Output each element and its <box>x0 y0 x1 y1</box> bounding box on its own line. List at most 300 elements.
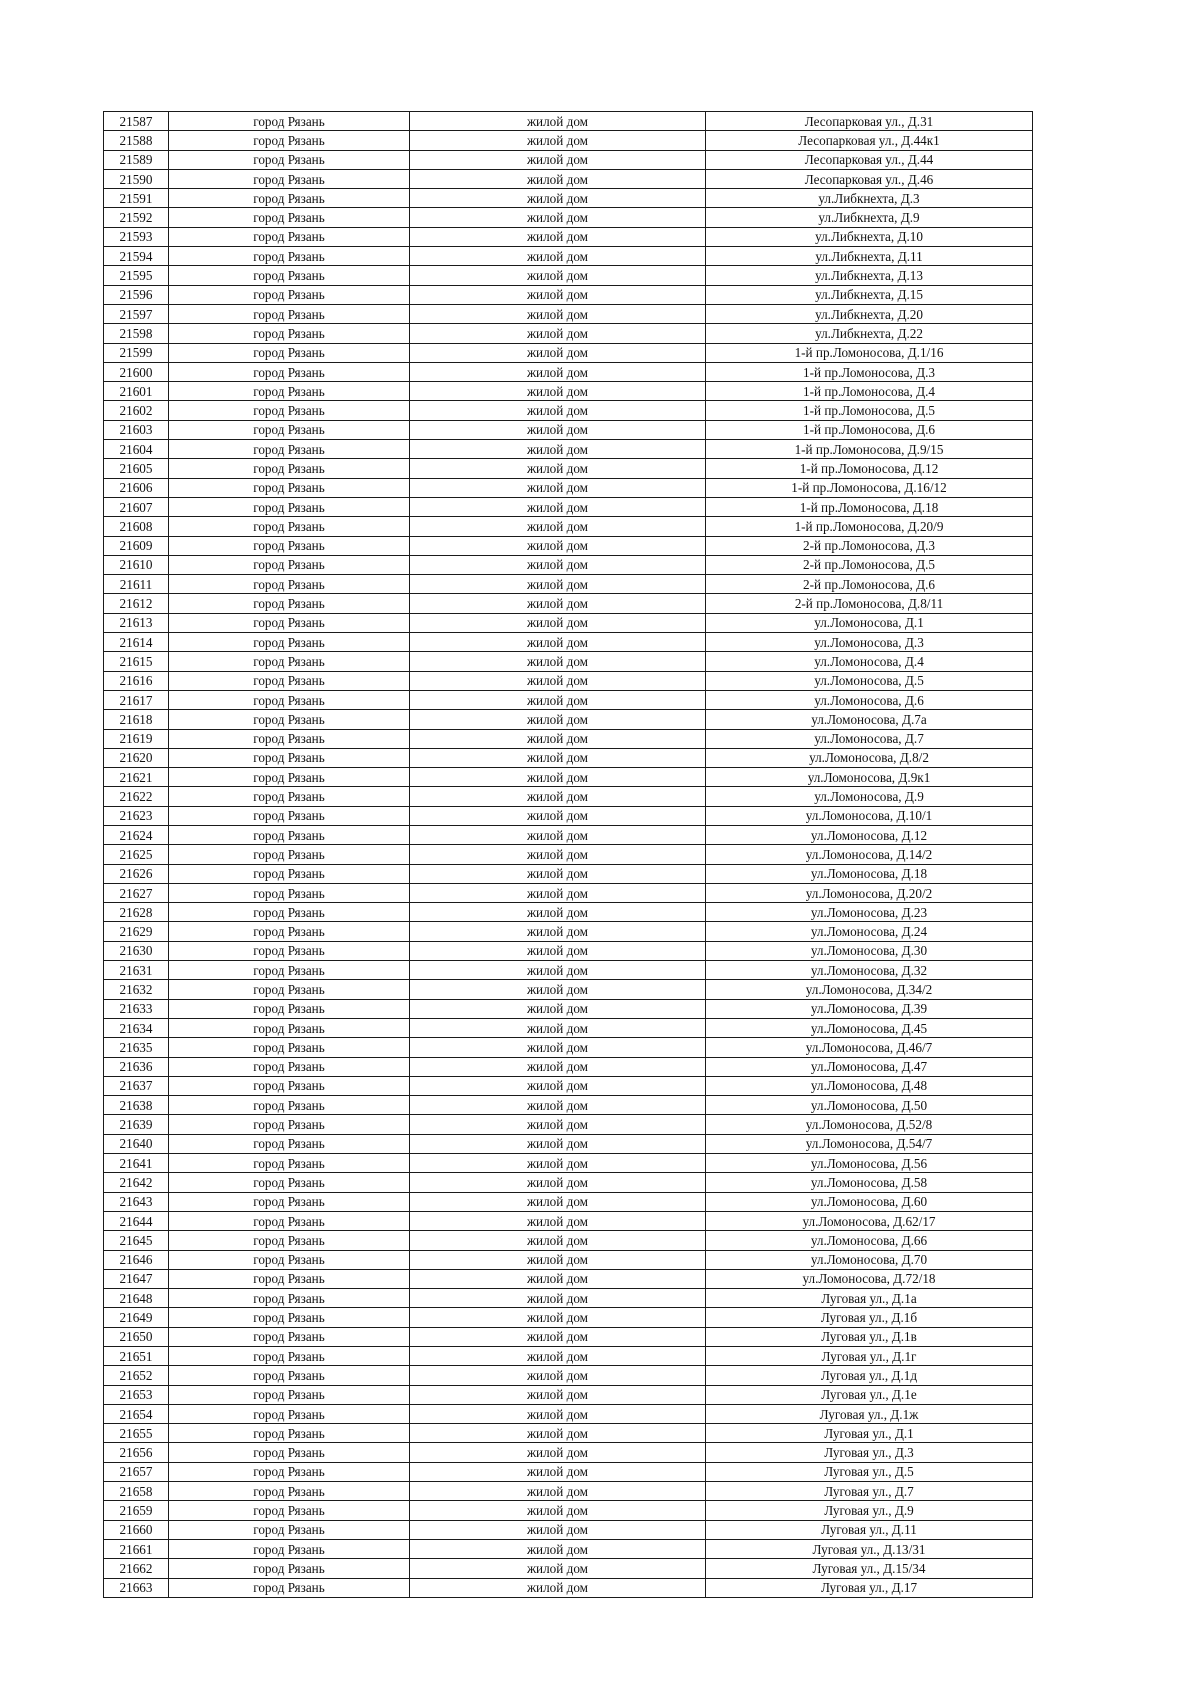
city-cell: город Рязань <box>169 189 410 208</box>
building-type-cell: жилой дом <box>410 555 706 574</box>
city-cell: город Рязань <box>169 1308 410 1327</box>
building-type-cell: жилой дом <box>410 922 706 941</box>
record-number-cell: 21628 <box>104 903 169 922</box>
address-cell: ул.Ломоносова, Д.4 <box>706 652 1033 671</box>
city-cell: город Рязань <box>169 420 410 439</box>
building-type-cell: жилой дом <box>410 806 706 825</box>
city-cell: город Рязань <box>169 748 410 767</box>
address-cell: Луговая ул., Д.1е <box>706 1385 1033 1404</box>
city-cell: город Рязань <box>169 1482 410 1501</box>
city-cell: город Рязань <box>169 1211 410 1230</box>
record-number-cell: 21643 <box>104 1192 169 1211</box>
building-type-cell: жилой дом <box>410 1443 706 1462</box>
address-cell: Лесопарковая ул., Д.44 <box>706 150 1033 169</box>
address-cell: ул.Либкнехта, Д.13 <box>706 266 1033 285</box>
table-row <box>104 324 1033 343</box>
record-number-cell: 21605 <box>104 459 169 478</box>
table-row <box>104 575 1033 594</box>
record-number-cell: 21615 <box>104 652 169 671</box>
table-row <box>104 169 1033 188</box>
record-number-cell: 21590 <box>104 169 169 188</box>
address-table <box>103 111 1033 1598</box>
record-number-cell: 21587 <box>104 112 169 131</box>
city-cell: город Рязань <box>169 903 410 922</box>
city-cell: город Рязань <box>169 1250 410 1269</box>
record-number-cell: 21608 <box>104 517 169 536</box>
address-cell: Лесопарковая ул., Д.31 <box>706 112 1033 131</box>
address-cell: ул.Ломоносова, Д.7а <box>706 710 1033 729</box>
table-row <box>104 1308 1033 1327</box>
city-cell: город Рязань <box>169 922 410 941</box>
address-cell: ул.Ломоносова, Д.23 <box>706 903 1033 922</box>
record-number-cell: 21618 <box>104 710 169 729</box>
table-row <box>104 1211 1033 1230</box>
address-cell: ул.Ломоносова, Д.3 <box>706 633 1033 652</box>
city-cell: город Рязань <box>169 517 410 536</box>
city-cell: город Рязань <box>169 227 410 246</box>
record-number-cell: 21649 <box>104 1308 169 1327</box>
table-row <box>104 1173 1033 1192</box>
record-number-cell: 21635 <box>104 1038 169 1057</box>
table-row <box>104 420 1033 439</box>
building-type-cell: жилой дом <box>410 1154 706 1173</box>
building-type-cell: жилой дом <box>410 478 706 497</box>
address-cell: ул.Ломоносова, Д.46/7 <box>706 1038 1033 1057</box>
address-cell: 1-й пр.Ломоносова, Д.16/12 <box>706 478 1033 497</box>
record-number-cell: 21617 <box>104 690 169 709</box>
address-cell: ул.Либкнехта, Д.22 <box>706 324 1033 343</box>
address-cell: ул.Ломоносова, Д.45 <box>706 1018 1033 1037</box>
table-row <box>104 1559 1033 1578</box>
record-number-cell: 21657 <box>104 1462 169 1481</box>
building-type-cell: жилой дом <box>410 1057 706 1076</box>
table-row <box>104 1115 1033 1134</box>
record-number-cell: 21602 <box>104 401 169 420</box>
table-row <box>104 517 1033 536</box>
city-cell: город Рязань <box>169 806 410 825</box>
city-cell: город Рязань <box>169 1192 410 1211</box>
city-cell: город Рязань <box>169 497 410 516</box>
table-row <box>104 999 1033 1018</box>
city-cell: город Рязань <box>169 1115 410 1134</box>
table-row <box>104 459 1033 478</box>
address-cell: Луговая ул., Д.1а <box>706 1289 1033 1308</box>
city-cell: город Рязань <box>169 633 410 652</box>
table-row <box>104 497 1033 516</box>
building-type-cell: жилой дом <box>410 1501 706 1520</box>
city-cell: город Рязань <box>169 883 410 902</box>
table-row <box>104 1018 1033 1037</box>
address-cell: Луговая ул., Д.15/34 <box>706 1559 1033 1578</box>
city-cell: город Рязань <box>169 671 410 690</box>
city-cell: город Рязань <box>169 1154 410 1173</box>
building-type-cell: жилой дом <box>410 343 706 362</box>
address-cell: ул.Ломоносова, Д.34/2 <box>706 980 1033 999</box>
city-cell: город Рязань <box>169 1501 410 1520</box>
record-number-cell: 21603 <box>104 420 169 439</box>
city-cell: город Рязань <box>169 131 410 150</box>
building-type-cell: жилой дом <box>410 1250 706 1269</box>
record-number-cell: 21616 <box>104 671 169 690</box>
building-type-cell: жилой дом <box>410 652 706 671</box>
city-cell: город Рязань <box>169 1269 410 1288</box>
table-row <box>104 1038 1033 1057</box>
table-row <box>104 1192 1033 1211</box>
building-type-cell: жилой дом <box>410 362 706 381</box>
record-number-cell: 21660 <box>104 1520 169 1539</box>
building-type-cell: жилой дом <box>410 189 706 208</box>
table-row <box>104 845 1033 864</box>
building-type-cell: жилой дом <box>410 497 706 516</box>
table-row <box>104 613 1033 632</box>
table-row <box>104 1501 1033 1520</box>
record-number-cell: 21632 <box>104 980 169 999</box>
record-number-cell: 21591 <box>104 189 169 208</box>
record-number-cell: 21598 <box>104 324 169 343</box>
table-row <box>104 382 1033 401</box>
building-type-cell: жилой дом <box>410 1366 706 1385</box>
city-cell: город Рязань <box>169 1173 410 1192</box>
table-row <box>104 864 1033 883</box>
city-cell: город Рязань <box>169 266 410 285</box>
table-row <box>104 1404 1033 1423</box>
table-row <box>104 536 1033 555</box>
table-row <box>104 980 1033 999</box>
building-type-cell: жилой дом <box>410 304 706 323</box>
building-type-cell: жилой дом <box>410 671 706 690</box>
record-number-cell: 21656 <box>104 1443 169 1462</box>
table-row <box>104 1520 1033 1539</box>
building-type-cell: жилой дом <box>410 401 706 420</box>
city-cell: город Рязань <box>169 999 410 1018</box>
city-cell: город Рязань <box>169 1096 410 1115</box>
table-row <box>104 1057 1033 1076</box>
city-cell: город Рязань <box>169 1424 410 1443</box>
building-type-cell: жилой дом <box>410 633 706 652</box>
address-cell: Луговая ул., Д.11 <box>706 1520 1033 1539</box>
record-number-cell: 21645 <box>104 1231 169 1250</box>
building-type-cell: жилой дом <box>410 1308 706 1327</box>
building-type-cell: жилой дом <box>410 1539 706 1558</box>
record-number-cell: 21640 <box>104 1134 169 1153</box>
city-cell: город Рязань <box>169 1366 410 1385</box>
record-number-cell: 21661 <box>104 1539 169 1558</box>
address-cell: ул.Ломоносова, Д.24 <box>706 922 1033 941</box>
record-number-cell: 21626 <box>104 864 169 883</box>
address-cell: ул.Ломоносова, Д.70 <box>706 1250 1033 1269</box>
building-type-cell: жилой дом <box>410 1211 706 1230</box>
building-type-cell: жилой дом <box>410 459 706 478</box>
building-type-cell: жилой дом <box>410 729 706 748</box>
city-cell: город Рязань <box>169 112 410 131</box>
record-number-cell: 21612 <box>104 594 169 613</box>
record-number-cell: 21641 <box>104 1154 169 1173</box>
address-cell: Луговая ул., Д.13/31 <box>706 1539 1033 1558</box>
building-type-cell: жилой дом <box>410 980 706 999</box>
city-cell: город Рязань <box>169 401 410 420</box>
city-cell: город Рязань <box>169 1385 410 1404</box>
address-cell: ул.Ломоносова, Д.52/8 <box>706 1115 1033 1134</box>
address-cell: ул.Ломоносова, Д.54/7 <box>706 1134 1033 1153</box>
record-number-cell: 21659 <box>104 1501 169 1520</box>
city-cell: город Рязань <box>169 285 410 304</box>
city-cell: город Рязань <box>169 1289 410 1308</box>
city-cell: город Рязань <box>169 478 410 497</box>
address-cell: ул.Ломоносова, Д.50 <box>706 1096 1033 1115</box>
address-cell: ул.Ломоносова, Д.7 <box>706 729 1033 748</box>
address-cell: 2-й пр.Ломоносова, Д.8/11 <box>706 594 1033 613</box>
address-cell: ул.Ломоносова, Д.14/2 <box>706 845 1033 864</box>
address-cell: ул.Ломоносова, Д.5 <box>706 671 1033 690</box>
building-type-cell: жилой дом <box>410 575 706 594</box>
address-cell: Луговая ул., Д.17 <box>706 1578 1033 1597</box>
table-row <box>104 787 1033 806</box>
building-type-cell: жилой дом <box>410 517 706 536</box>
building-type-cell: жилой дом <box>410 1327 706 1346</box>
building-type-cell: жилой дом <box>410 845 706 864</box>
table-row <box>104 208 1033 227</box>
table-row <box>104 1154 1033 1173</box>
address-cell: 1-й пр.Ломоносова, Д.12 <box>706 459 1033 478</box>
city-cell: город Рязань <box>169 1076 410 1095</box>
address-cell: ул.Ломоносова, Д.8/2 <box>706 748 1033 767</box>
table-row <box>104 1443 1033 1462</box>
building-type-cell: жилой дом <box>410 825 706 844</box>
building-type-cell: жилой дом <box>410 150 706 169</box>
table-row <box>104 1231 1033 1250</box>
building-type-cell: жилой дом <box>410 690 706 709</box>
record-number-cell: 21597 <box>104 304 169 323</box>
table-row <box>104 671 1033 690</box>
city-cell: город Рязань <box>169 961 410 980</box>
address-cell: ул.Ломоносова, Д.66 <box>706 1231 1033 1250</box>
city-cell: город Рязань <box>169 825 410 844</box>
record-number-cell: 21625 <box>104 845 169 864</box>
address-cell: ул.Либкнехта, Д.15 <box>706 285 1033 304</box>
city-cell: город Рязань <box>169 1038 410 1057</box>
table-row <box>104 401 1033 420</box>
building-type-cell: жилой дом <box>410 1347 706 1366</box>
record-number-cell: 21651 <box>104 1347 169 1366</box>
record-number-cell: 21589 <box>104 150 169 169</box>
city-cell: город Рязань <box>169 845 410 864</box>
record-number-cell: 21655 <box>104 1424 169 1443</box>
table-row <box>104 1539 1033 1558</box>
address-cell: ул.Ломоносова, Д.9 <box>706 787 1033 806</box>
address-cell: 2-й пр.Ломоносова, Д.3 <box>706 536 1033 555</box>
city-cell: город Рязань <box>169 1347 410 1366</box>
address-cell: ул.Ломоносова, Д.47 <box>706 1057 1033 1076</box>
city-cell: город Рязань <box>169 575 410 594</box>
table-row <box>104 440 1033 459</box>
address-cell: 1-й пр.Ломоносова, Д.6 <box>706 420 1033 439</box>
table-row <box>104 1366 1033 1385</box>
building-type-cell: жилой дом <box>410 1289 706 1308</box>
record-number-cell: 21634 <box>104 1018 169 1037</box>
building-type-cell: жилой дом <box>410 1385 706 1404</box>
table-row <box>104 652 1033 671</box>
city-cell: город Рязань <box>169 169 410 188</box>
city-cell: город Рязань <box>169 382 410 401</box>
city-cell: город Рязань <box>169 710 410 729</box>
city-cell: город Рязань <box>169 1057 410 1076</box>
building-type-cell: жилой дом <box>410 594 706 613</box>
building-type-cell: жилой дом <box>410 1173 706 1192</box>
address-cell: Луговая ул., Д.1б <box>706 1308 1033 1327</box>
table-row <box>104 1269 1033 1288</box>
record-number-cell: 21619 <box>104 729 169 748</box>
address-table-body <box>104 112 1033 1598</box>
table-row <box>104 883 1033 902</box>
address-cell: ул.Либкнехта, Д.3 <box>706 189 1033 208</box>
address-cell: ул.Ломоносова, Д.48 <box>706 1076 1033 1095</box>
table-row <box>104 1327 1033 1346</box>
table-row <box>104 304 1033 323</box>
table-row <box>104 1134 1033 1153</box>
city-cell: город Рязань <box>169 690 410 709</box>
address-cell: ул.Либкнехта, Д.9 <box>706 208 1033 227</box>
table-row <box>104 633 1033 652</box>
city-cell: город Рязань <box>169 324 410 343</box>
record-number-cell: 21652 <box>104 1366 169 1385</box>
record-number-cell: 21650 <box>104 1327 169 1346</box>
record-number-cell: 21662 <box>104 1559 169 1578</box>
table-row <box>104 112 1033 131</box>
record-number-cell: 21624 <box>104 825 169 844</box>
city-cell: город Рязань <box>169 1462 410 1481</box>
building-type-cell: жилой дом <box>410 324 706 343</box>
table-row <box>104 1096 1033 1115</box>
table-row <box>104 1385 1033 1404</box>
record-number-cell: 21604 <box>104 440 169 459</box>
building-type-cell: жилой дом <box>410 1482 706 1501</box>
address-cell: ул.Ломоносова, Д.72/18 <box>706 1269 1033 1288</box>
city-cell: город Рязань <box>169 1404 410 1423</box>
building-type-cell: жилой дом <box>410 710 706 729</box>
building-type-cell: жилой дом <box>410 1076 706 1095</box>
table-row <box>104 1250 1033 1269</box>
record-number-cell: 21600 <box>104 362 169 381</box>
building-type-cell: жилой дом <box>410 420 706 439</box>
city-cell: город Рязань <box>169 1327 410 1346</box>
address-cell: ул.Ломоносова, Д.62/17 <box>706 1211 1033 1230</box>
city-cell: город Рязань <box>169 1520 410 1539</box>
city-cell: город Рязань <box>169 343 410 362</box>
record-number-cell: 21639 <box>104 1115 169 1134</box>
record-number-cell: 21592 <box>104 208 169 227</box>
record-number-cell: 21648 <box>104 1289 169 1308</box>
table-row <box>104 1482 1033 1501</box>
table-row <box>104 1289 1033 1308</box>
address-cell: 2-й пр.Ломоносова, Д.5 <box>706 555 1033 574</box>
city-cell: город Рязань <box>169 729 410 748</box>
table-row <box>104 227 1033 246</box>
table-row <box>104 806 1033 825</box>
building-type-cell: жилой дом <box>410 382 706 401</box>
building-type-cell: жилой дом <box>410 440 706 459</box>
building-type-cell: жилой дом <box>410 1424 706 1443</box>
record-number-cell: 21637 <box>104 1076 169 1095</box>
record-number-cell: 21654 <box>104 1404 169 1423</box>
record-number-cell: 21614 <box>104 633 169 652</box>
city-cell: город Рязань <box>169 768 410 787</box>
record-number-cell: 21644 <box>104 1211 169 1230</box>
address-cell: 1-й пр.Ломоносова, Д.5 <box>706 401 1033 420</box>
address-cell: 2-й пр.Ломоносова, Д.6 <box>706 575 1033 594</box>
building-type-cell: жилой дом <box>410 1462 706 1481</box>
record-number-cell: 21595 <box>104 266 169 285</box>
record-number-cell: 21663 <box>104 1578 169 1597</box>
city-cell: город Рязань <box>169 1018 410 1037</box>
building-type-cell: жилой дом <box>410 1578 706 1597</box>
address-cell: ул.Либкнехта, Д.20 <box>706 304 1033 323</box>
city-cell: город Рязань <box>169 150 410 169</box>
table-row <box>104 941 1033 960</box>
table-row <box>104 903 1033 922</box>
table-row <box>104 922 1033 941</box>
building-type-cell: жилой дом <box>410 961 706 980</box>
city-cell: город Рязань <box>169 613 410 632</box>
address-cell: ул.Ломоносова, Д.18 <box>706 864 1033 883</box>
building-type-cell: жилой дом <box>410 247 706 266</box>
building-type-cell: жилой дом <box>410 227 706 246</box>
building-type-cell: жилой дом <box>410 1038 706 1057</box>
city-cell: город Рязань <box>169 459 410 478</box>
building-type-cell: жилой дом <box>410 1269 706 1288</box>
table-row <box>104 768 1033 787</box>
record-number-cell: 21653 <box>104 1385 169 1404</box>
building-type-cell: жилой дом <box>410 131 706 150</box>
city-cell: город Рязань <box>169 1539 410 1558</box>
building-type-cell: жилой дом <box>410 748 706 767</box>
address-cell: Луговая ул., Д.7 <box>706 1482 1033 1501</box>
record-number-cell: 21606 <box>104 478 169 497</box>
table-row <box>104 189 1033 208</box>
building-type-cell: жилой дом <box>410 787 706 806</box>
address-cell: ул.Ломоносова, Д.60 <box>706 1192 1033 1211</box>
city-cell: город Рязань <box>169 1134 410 1153</box>
city-cell: город Рязань <box>169 247 410 266</box>
record-number-cell: 21609 <box>104 536 169 555</box>
record-number-cell: 21599 <box>104 343 169 362</box>
table-row <box>104 1076 1033 1095</box>
record-number-cell: 21633 <box>104 999 169 1018</box>
address-cell: Луговая ул., Д.9 <box>706 1501 1033 1520</box>
city-cell: город Рязань <box>169 1559 410 1578</box>
building-type-cell: жилой дом <box>410 208 706 227</box>
address-cell: 1-й пр.Ломоносова, Д.1/16 <box>706 343 1033 362</box>
table-row <box>104 748 1033 767</box>
building-type-cell: жилой дом <box>410 1231 706 1250</box>
building-type-cell: жилой дом <box>410 112 706 131</box>
building-type-cell: жилой дом <box>410 1192 706 1211</box>
table-row <box>104 1347 1033 1366</box>
record-number-cell: 21642 <box>104 1173 169 1192</box>
table-row <box>104 594 1033 613</box>
record-number-cell: 21601 <box>104 382 169 401</box>
city-cell: город Рязань <box>169 362 410 381</box>
table-row <box>104 710 1033 729</box>
building-type-cell: жилой дом <box>410 1520 706 1539</box>
table-row <box>104 1424 1033 1443</box>
building-type-cell: жилой дом <box>410 169 706 188</box>
address-cell: ул.Ломоносова, Д.20/2 <box>706 883 1033 902</box>
building-type-cell: жилой дом <box>410 941 706 960</box>
address-cell: Лесопарковая ул., Д.46 <box>706 169 1033 188</box>
address-cell: 1-й пр.Ломоносова, Д.9/15 <box>706 440 1033 459</box>
address-cell: ул.Ломоносова, Д.9к1 <box>706 768 1033 787</box>
record-number-cell: 21623 <box>104 806 169 825</box>
